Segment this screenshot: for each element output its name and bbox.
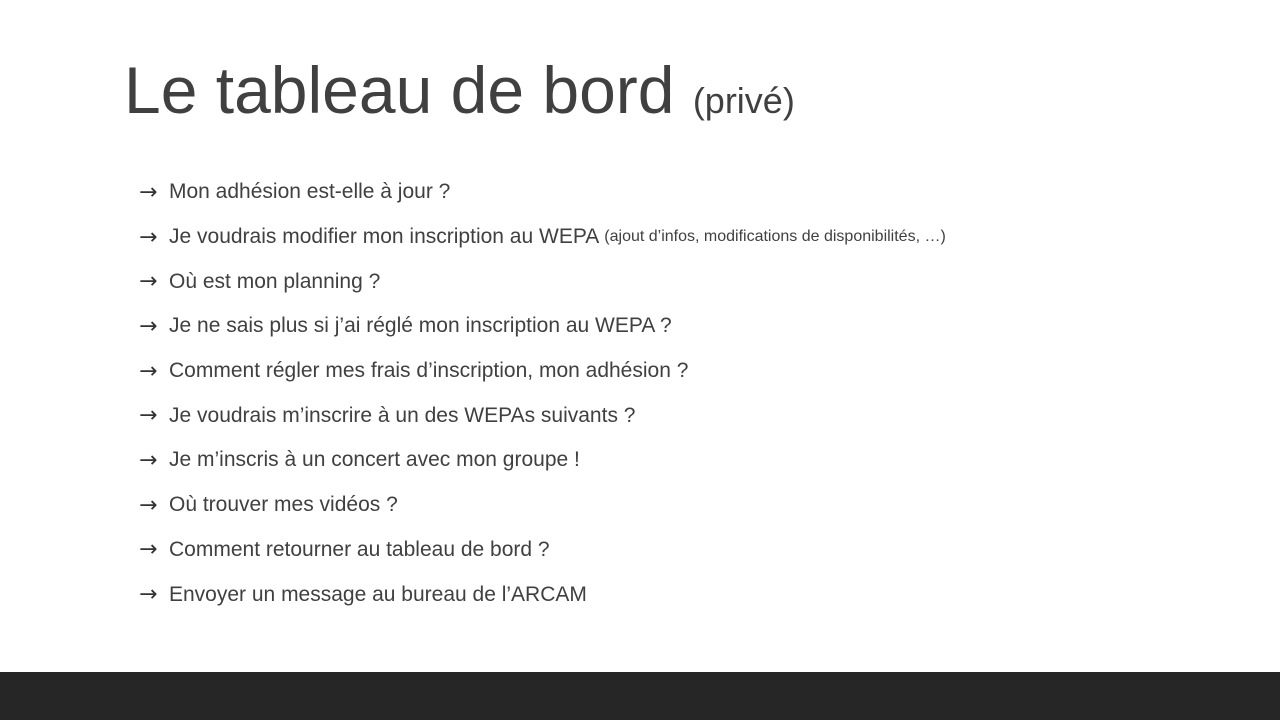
arrow-right-icon: → bbox=[139, 582, 158, 608]
menu-item-regler-frais[interactable] bbox=[139, 349, 946, 394]
menu-item-label: Envoyer un message au bureau de l’ARCAM bbox=[169, 582, 587, 606]
menu-item-adhesion[interactable] bbox=[139, 170, 946, 215]
menu-item-label: Je m’inscris à un concert avec mon groupe ! bbox=[169, 448, 580, 472]
menu-item-label: Je voudrais m’inscrire à un des WEPAs suivants ? bbox=[169, 403, 636, 427]
footer-bar bbox=[0, 672, 1280, 720]
arrow-right-icon: → bbox=[139, 492, 158, 518]
menu-list bbox=[139, 170, 946, 617]
menu-item-retour-tableau[interactable] bbox=[139, 528, 946, 573]
arrow-right-icon: → bbox=[139, 224, 158, 250]
arrow-right-icon: → bbox=[139, 537, 158, 563]
menu-item-label: Comment retourner au tableau de bord ? bbox=[169, 537, 550, 561]
arrow-right-icon: → bbox=[139, 358, 158, 384]
arrow-right-icon: → bbox=[139, 269, 158, 295]
slide-title-main: Le tableau de bord bbox=[124, 53, 675, 127]
menu-item-planning[interactable] bbox=[139, 259, 946, 304]
menu-item-label: Je ne sais plus si j’ai réglé mon inscription au WEPA ? bbox=[169, 314, 672, 338]
arrow-right-icon: → bbox=[139, 179, 158, 205]
menu-item-label: Mon adhésion est-elle à jour ? bbox=[169, 180, 451, 204]
menu-item-modifier-inscription[interactable] bbox=[139, 215, 946, 260]
slide-title-suffix: (privé) bbox=[692, 80, 795, 121]
menu-item-concert[interactable] bbox=[139, 438, 946, 483]
menu-item-label: Comment régler mes frais d’inscription, mon adhésion ? bbox=[169, 359, 689, 383]
arrow-right-icon: → bbox=[139, 447, 158, 473]
menu-item-note: (ajout d’infos, modifications de disponibilités, …) bbox=[604, 228, 946, 246]
menu-item-inscrire-wepa[interactable] bbox=[139, 393, 946, 438]
menu-item-label: Où trouver mes vidéos ? bbox=[169, 493, 398, 517]
arrow-right-icon: → bbox=[139, 403, 158, 429]
slide-title bbox=[124, 52, 795, 139]
menu-item-videos[interactable] bbox=[139, 483, 946, 528]
menu-item-label: Où est mon planning ? bbox=[169, 269, 381, 293]
menu-item-reglement-status[interactable] bbox=[139, 304, 946, 349]
menu-item-message-bureau[interactable] bbox=[139, 572, 946, 617]
menu-item-label: Je voudrais modifier mon inscription au WEPA bbox=[169, 225, 600, 249]
arrow-right-icon: → bbox=[139, 313, 158, 339]
